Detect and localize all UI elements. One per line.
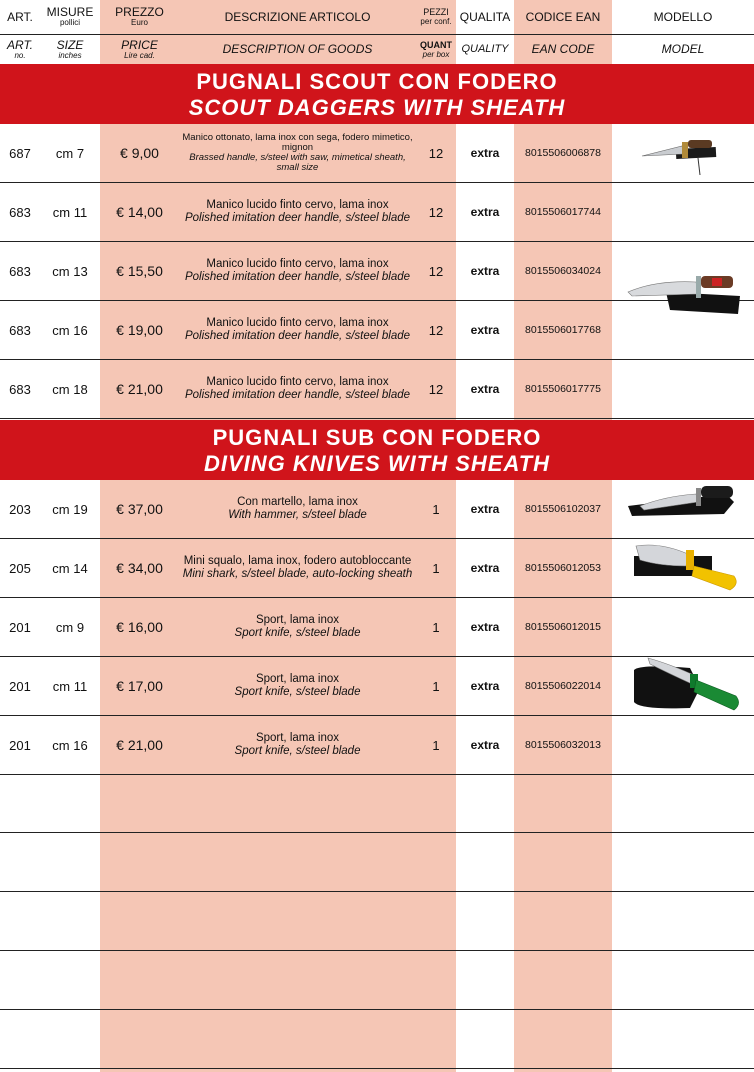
article-number: 203 xyxy=(9,501,31,517)
quantity-value: 12 xyxy=(428,322,444,338)
header-ean: CODICE EAN xyxy=(525,9,601,24)
article-number: 201 xyxy=(9,737,31,753)
section-banner-diving xyxy=(0,420,754,480)
quality-value: extra xyxy=(470,205,500,219)
size-value: cm 11 xyxy=(52,678,88,694)
header-quantity-en: QUANT per box xyxy=(420,39,452,59)
diving-knife-sport-image xyxy=(630,652,742,716)
description-it: Manico lucido finto cervo, lama inox xyxy=(206,258,389,270)
description-en: Sport knife, s/steel blade xyxy=(234,745,361,757)
description-it: Mini squalo, lama inox, fodero autobloccante xyxy=(183,555,412,567)
ean-code: 8015506006878 xyxy=(525,147,601,159)
description-it: Manico lucido finto cervo, lama inox xyxy=(206,317,389,329)
description xyxy=(179,716,416,774)
size-value: cm 11 xyxy=(52,204,88,220)
description xyxy=(179,183,416,241)
ean-code: 8015506032013 xyxy=(525,739,601,751)
quantity-value: 12 xyxy=(428,204,444,220)
description-en: Polished imitation deer handle, s/steel blade xyxy=(184,271,411,283)
description xyxy=(179,657,416,715)
header-price-en: PRICE Lire cad. xyxy=(121,37,158,60)
divider xyxy=(0,1009,754,1010)
quantity-value: 12 xyxy=(428,381,444,397)
description-it: Sport, lama inox xyxy=(255,732,340,744)
header-quality: QUALITA xyxy=(459,9,511,24)
header-size: MISURE pollici xyxy=(46,5,94,27)
article-number: 201 xyxy=(9,678,31,694)
size-value: cm 7 xyxy=(55,145,85,161)
ean-code: 8015506017775 xyxy=(525,383,601,395)
header-size-en: SIZE inches xyxy=(56,37,84,60)
quantity-value: 12 xyxy=(428,145,444,161)
header-art: ART. xyxy=(7,9,33,24)
price-value: € 14,00 xyxy=(116,204,163,220)
header-ean-en: EAN CODE xyxy=(531,42,595,56)
article-number: 201 xyxy=(9,619,31,635)
size-value: cm 16 xyxy=(52,737,88,753)
quantity-value: 1 xyxy=(432,501,440,517)
quantity-value: 1 xyxy=(432,737,440,753)
description-it: Con martello, lama inox xyxy=(237,496,358,508)
description xyxy=(179,480,416,538)
size-value: cm 14 xyxy=(52,560,88,576)
article-number: 205 xyxy=(9,560,31,576)
price-value: € 19,00 xyxy=(116,322,163,338)
size-value: cm 9 xyxy=(55,619,85,635)
description-en: Sport knife, s/steel blade xyxy=(234,686,361,698)
price-value: € 21,00 xyxy=(116,737,163,753)
quality-value: extra xyxy=(470,146,500,160)
header-description: DESCRIZIONE ARTICOLO xyxy=(224,9,371,24)
header-description-en: DESCRIPTION OF GOODS xyxy=(222,42,373,56)
divider xyxy=(0,950,754,951)
ean-code: 8015506017744 xyxy=(525,206,601,218)
description-it: Sport, lama inox xyxy=(255,673,340,685)
size-value: cm 18 xyxy=(52,381,88,397)
price-value: € 15,50 xyxy=(116,263,163,279)
price-value: € 37,00 xyxy=(116,501,163,517)
ean-code: 8015506034024 xyxy=(525,265,601,277)
section-title-it: PUGNALI SUB CON FODERO xyxy=(212,425,542,450)
article-number: 683 xyxy=(9,322,31,338)
description xyxy=(179,360,416,418)
header-price: PREZZO Euro xyxy=(115,5,164,27)
price-value: € 21,00 xyxy=(116,381,163,397)
description-en: Polished imitation deer handle, s/steel blade xyxy=(184,389,411,401)
article-number: 683 xyxy=(9,204,31,220)
description-it: Manico lucido finto cervo, lama inox xyxy=(206,199,389,211)
ean-code: 8015506022014 xyxy=(525,680,601,692)
price-value: € 9,00 xyxy=(120,145,159,161)
description xyxy=(179,124,416,182)
article-number: 683 xyxy=(9,263,31,279)
description-it: Sport, lama inox xyxy=(255,614,340,626)
quantity-value: 1 xyxy=(432,560,440,576)
quality-value: extra xyxy=(470,620,500,634)
price-value: € 17,00 xyxy=(116,678,163,694)
quality-value: extra xyxy=(470,502,500,516)
quantity-value: 12 xyxy=(428,263,444,279)
price-value: € 16,00 xyxy=(116,619,163,635)
description-en: Polished imitation deer handle, s/steel blade xyxy=(184,330,411,342)
header-quality-en: QUALITY xyxy=(461,43,509,55)
quantity-value: 1 xyxy=(432,619,440,635)
scout-dagger-mignon-image xyxy=(638,130,720,180)
price-value: € 34,00 xyxy=(116,560,163,576)
diving-knife-hammer-image xyxy=(626,482,738,522)
size-value: cm 19 xyxy=(52,501,88,517)
ean-code: 8015506102037 xyxy=(525,503,601,515)
description-en: Brassed handle, s/steel with saw, mimetical sheath, small size xyxy=(189,152,406,173)
article-number: 683 xyxy=(9,381,31,397)
section-title-it: PUGNALI SCOUT CON FODERO xyxy=(196,69,558,94)
ean-code: 8015506012015 xyxy=(525,621,601,633)
description xyxy=(179,301,416,359)
divider xyxy=(0,832,754,833)
ean-code: 8015506012053 xyxy=(525,562,601,574)
scout-dagger-deer-image xyxy=(626,262,744,320)
section-banner-scout xyxy=(0,64,754,124)
description-en: Sport knife, s/steel blade xyxy=(234,627,361,639)
ean-code: 8015506017768 xyxy=(525,324,601,336)
header-quantity: PEZZI per conf. xyxy=(420,7,452,26)
quality-value: extra xyxy=(470,561,500,575)
quality-value: extra xyxy=(470,382,500,396)
quality-value: extra xyxy=(470,323,500,337)
size-value: cm 13 xyxy=(52,263,88,279)
section-title-en: SCOUT DAGGERS WITH SHEATH xyxy=(188,95,566,120)
description-en: Polished imitation deer handle, s/steel blade xyxy=(184,212,411,224)
size-value: cm 16 xyxy=(52,322,88,338)
description-en: Mini shark, s/steel blade, auto-locking sheath xyxy=(182,568,413,580)
description xyxy=(179,598,416,656)
description-en: With hammer, s/steel blade xyxy=(228,509,367,521)
description-it: Manico ottonato, lama inox con sega, fodero mimetico, mignon xyxy=(182,132,413,153)
divider xyxy=(0,1068,754,1069)
section-title-en: DIVING KNIVES WITH SHEATH xyxy=(203,451,551,476)
description-it: Manico lucido finto cervo, lama inox xyxy=(206,376,389,388)
quantity-value: 1 xyxy=(432,678,440,694)
quality-value: extra xyxy=(470,264,500,278)
divider xyxy=(0,774,754,775)
header-model: MODELLO xyxy=(653,9,713,24)
header-art-en: ART. no. xyxy=(6,37,33,60)
diving-knife-mini-shark-image xyxy=(630,540,742,596)
quality-value: extra xyxy=(470,738,500,752)
divider xyxy=(0,418,754,419)
description xyxy=(179,242,416,300)
quality-value: extra xyxy=(470,679,500,693)
header-model-en: MODEL xyxy=(661,42,705,56)
description xyxy=(179,539,416,597)
divider xyxy=(0,891,754,892)
article-number: 687 xyxy=(9,145,31,161)
